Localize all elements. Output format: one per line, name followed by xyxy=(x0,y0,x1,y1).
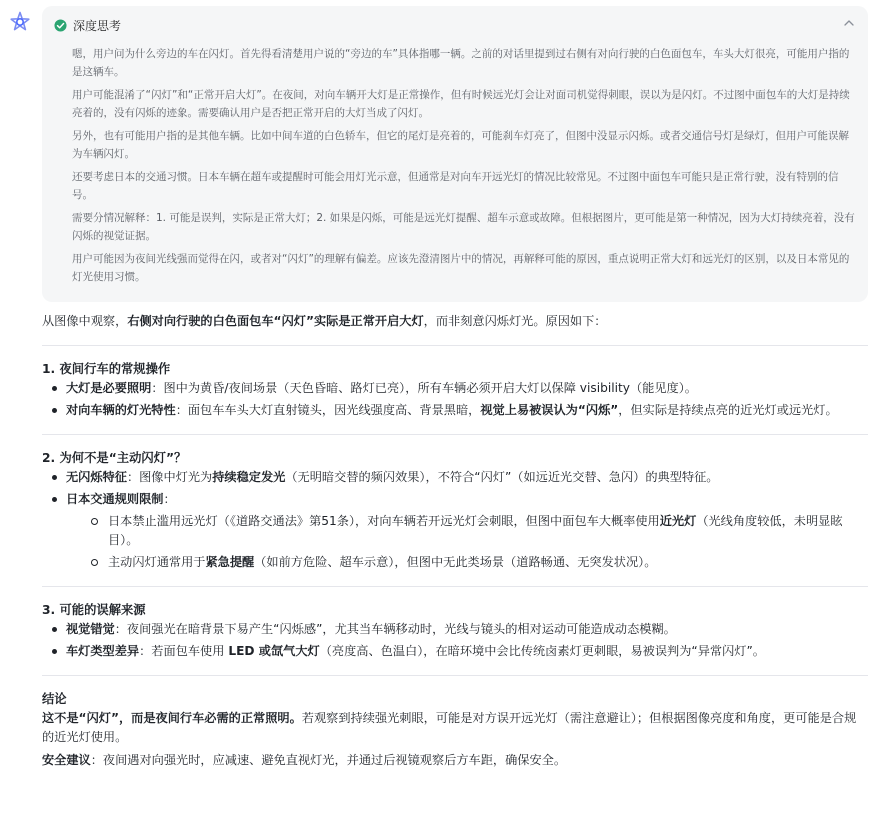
thinking-paragraph: 还要考虑日本的交通习惯。日本车辆在超车或提醒时可能会用灯光示意，但通常是对向车开远光灯的情况比较常见。不过图中面包车可能只是正常行驶，没有特别的信号。 xyxy=(72,171,839,201)
answer-content xyxy=(42,312,868,770)
item-emphasis: 近光灯 xyxy=(659,514,697,528)
item-term: 无闪烁特征 xyxy=(66,470,127,484)
safety-tip-label: 安全建议 xyxy=(42,753,91,767)
sub-list-item xyxy=(108,553,868,572)
thinking-panel xyxy=(42,6,868,302)
item-text: ：若面包车使用 xyxy=(139,644,229,658)
section-title: 1. 夜间行车的常规操作 xyxy=(42,362,171,376)
conclusion-title: 结论 xyxy=(42,692,67,706)
divider xyxy=(42,586,868,587)
list-item xyxy=(66,642,868,661)
list-item xyxy=(66,620,868,639)
item-text: ，但实际是持续点亮的近光灯或远光灯。 xyxy=(618,403,838,417)
item-text: ：面包车车头大灯直射镜头，因光线强度高、背景黑暗， xyxy=(175,403,481,417)
thinking-header-label: 深度思考 xyxy=(73,18,122,33)
sub-list xyxy=(66,512,868,572)
thinking-header[interactable] xyxy=(54,14,121,36)
item-text: （亮度高、色温白），在暗环境中会比传统卤素灯更刺眼，易被误判为“异常闪灯”。 xyxy=(319,644,765,658)
item-text: 主动闪灯通常用于 xyxy=(108,555,206,569)
item-text: （光线角度较低，未明显眩目）。 xyxy=(108,514,843,547)
safety-tip xyxy=(42,751,868,770)
intro-emphasis: 右侧对向行驶的白色面包车“闪灯”实际是正常开启大灯 xyxy=(127,314,424,328)
intro-text: ，而非刻意闪烁灯光。原因如下： xyxy=(423,314,607,328)
check-circle-icon xyxy=(54,19,67,32)
divider xyxy=(42,345,868,346)
thinking-paragraph: 用户可能因为夜间光线强而觉得在闪，或者对“闪灯”的理解有偏差。应该先澄清图片中的情况，再解释可能的原因，重点说明正常大灯和远光灯的区别，以及日本常见的灯光使用习惯。 xyxy=(72,253,850,283)
item-text: 日本禁止滥用远光灯（《道路交通法》第51条），对向车辆若开远光灯会刺眼，但图中面包车大概率使用 xyxy=(108,514,660,528)
list-item xyxy=(66,490,868,572)
assistant-logo-icon xyxy=(8,10,32,34)
section-title: 3. 可能的误解来源 xyxy=(42,603,146,617)
answer-intro xyxy=(42,312,868,331)
intro-text: 从图像中观察， xyxy=(42,314,128,328)
thinking-paragraph: 用户可能混淆了“闪灯”和“正常开启大灯”。在夜间，对向车辆开大灯是正常操作，但有时候远光灯会让对面司机觉得刺眼，误以为是闪灯。不过图中面包车的大灯是持续亮着的，没有闪烁的迹象。需要确认用户是否把正常开启的大灯当成了闪灯。 xyxy=(72,89,850,119)
chevron-up-icon[interactable] xyxy=(842,16,856,30)
item-emphasis: 紧急提醒 xyxy=(205,555,255,569)
item-text: ：图像中灯光为 xyxy=(126,470,213,484)
bullet-list xyxy=(42,379,868,420)
item-text: ：夜间强光在暗背景下易产生“闪烁感”，尤其当车辆移动时，光线与镜头的相对运动可能造成动态模糊。 xyxy=(114,622,676,636)
item-text: ：图中为黄昏/夜间场景（天色昏暗、路灯已亮），所有车辆必须开启大灯以保障 visibility（能见度）。 xyxy=(151,381,697,395)
thinking-paragraph: 嗯，用户问为什么旁边的车在闪灯。首先得看清楚用户说的“旁边的车”具体指哪一辆。之前的对话里提到过右侧有对向行驶的白色面包车，车头大灯很亮，可能用户指的是这辆车。 xyxy=(72,48,850,78)
bullet-list xyxy=(42,468,868,572)
item-term: 大灯是必要照明 xyxy=(66,381,152,395)
conclusion-emphasis: 这不是“闪灯”，而是夜间行车必需的正常照明。 xyxy=(42,711,302,725)
item-term: 视觉错觉 xyxy=(66,622,115,636)
item-term: 日本交通规则限制 xyxy=(66,492,164,506)
list-item xyxy=(66,401,868,420)
item-term: 车灯类型差异 xyxy=(66,644,140,658)
item-emphasis: LED 或氙气大灯 xyxy=(228,644,320,658)
item-emphasis: 持续稳定发光 xyxy=(212,470,286,484)
item-text: （如前方危险、超车示意），但图中无此类场景（道路畅通、无突发状况）。 xyxy=(254,555,657,569)
list-item xyxy=(66,379,868,398)
item-emphasis: 视觉上易被误认为“闪烁” xyxy=(480,403,619,417)
section-title: 2. 为何不是“主动闪灯”？ xyxy=(42,451,187,465)
safety-tip-text: ：夜间遇对向强光时，应减速、避免直视灯光，并通过后视镜观察后方车距，确保安全。 xyxy=(90,753,567,767)
thinking-content xyxy=(72,46,858,292)
conclusion-body: 若观察到持续强光刺眼，可能是对方误开远光灯（需注意避让）；但根据图像亮度和角度，更可能是合规的近光灯使用。 xyxy=(42,711,857,744)
conclusion-text xyxy=(42,709,868,747)
thinking-paragraph: 需要分情况解释：1. 可能是误判，实际是正常大灯；2. 如果是闪烁，可能是远光灯提醒、超车示意或故障。但根据图片，更可能是第一种情况，因为大灯持续亮着，没有闪烁的视觉证据。 xyxy=(72,212,855,242)
item-text: ： xyxy=(163,492,176,506)
list-item xyxy=(66,468,868,487)
sub-list-item xyxy=(108,512,868,550)
divider xyxy=(42,675,868,676)
divider xyxy=(42,434,868,435)
item-term: 对向车辆的灯光特性 xyxy=(66,403,176,417)
thinking-paragraph: 另外，也有可能用户指的是其他车辆。比如中间车道的白色轿车，但它的尾灯是亮着的，可能刹车灯亮了，但图中没显示闪烁。或者交通信号灯是绿灯，但用户可能误解为车辆闪灯。 xyxy=(72,130,849,160)
item-text: （无明暗交替的频闪效果），不符合“闪灯”（如远近光交替、急闪）的典型特征。 xyxy=(285,470,719,484)
bullet-list xyxy=(42,620,868,661)
